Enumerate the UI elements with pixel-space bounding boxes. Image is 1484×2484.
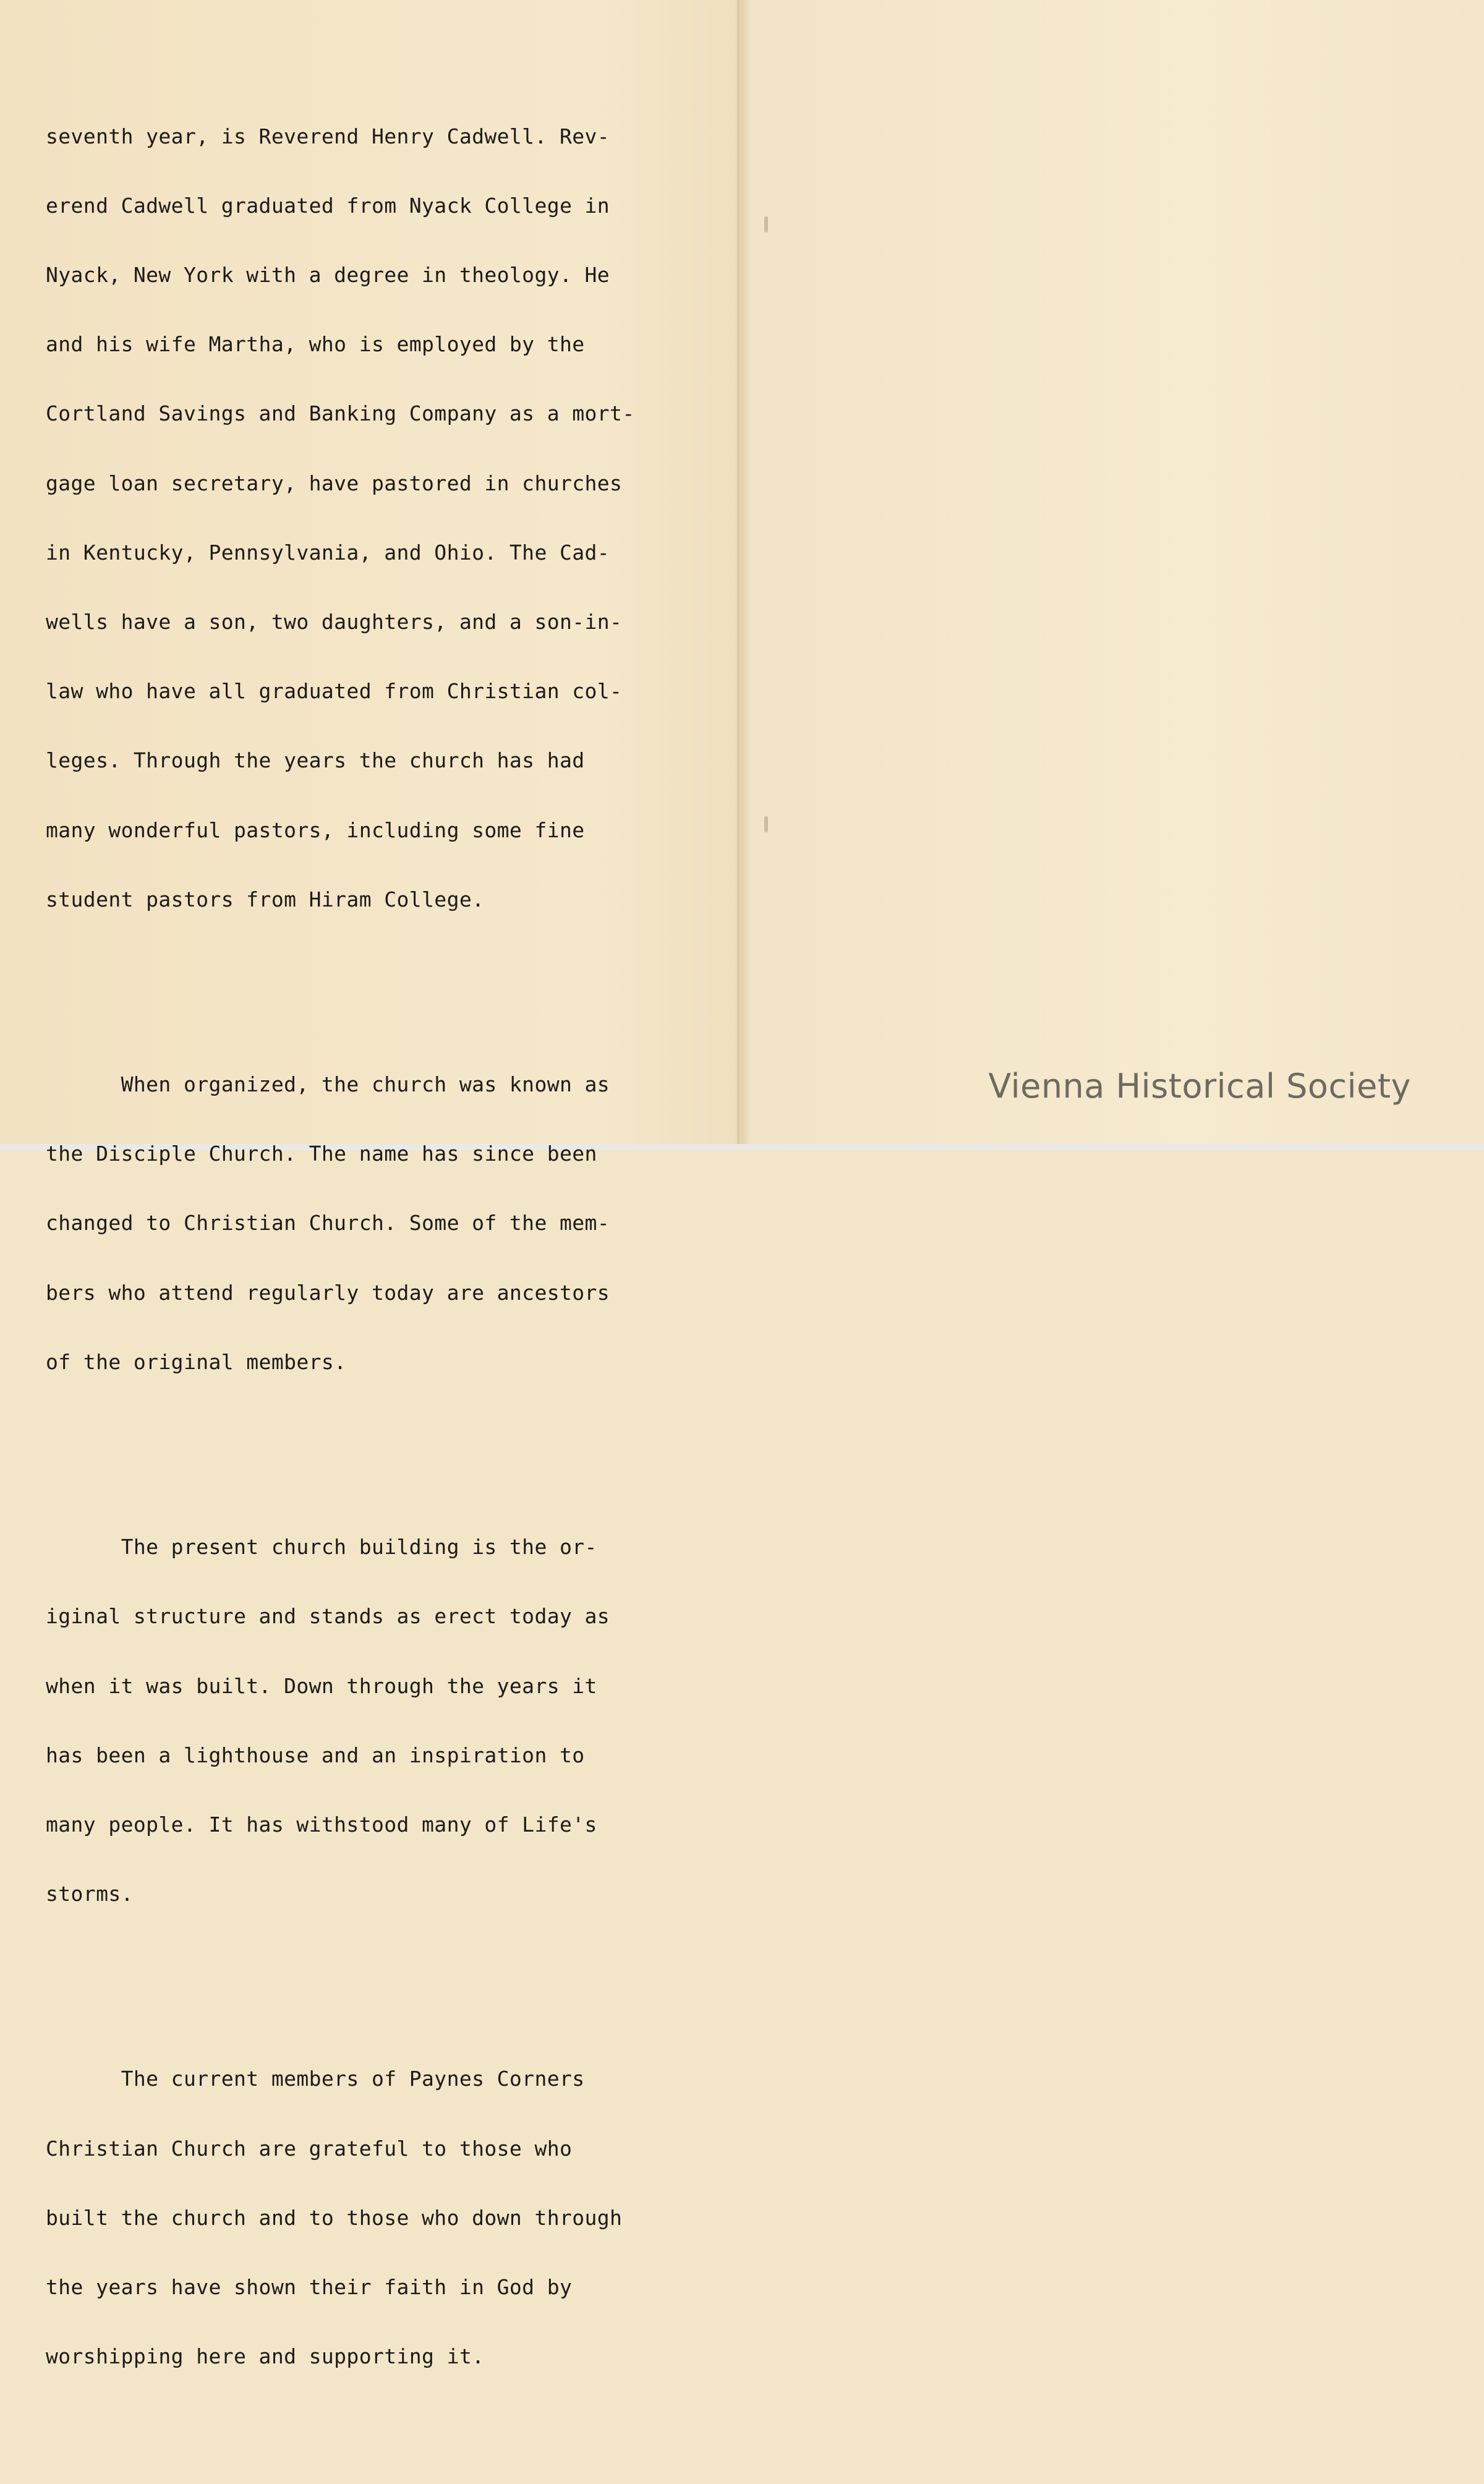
text-line: and his wife Martha, who is employed by the [46, 332, 585, 357]
paragraph-pastor [46, 79, 714, 957]
text-line: bers who attend regularly today are ancestors [46, 1280, 610, 1305]
text-line: Christian Church are grateful to those who [46, 2136, 573, 2161]
text-line: gage loan secretary, have pastored in churches [46, 471, 623, 495]
text-line: erend Cadwell graduated from Nyack College in [46, 193, 610, 218]
text-line: The present church building is the or- [46, 1535, 597, 1560]
paragraph-members [46, 2021, 714, 2415]
text-line: many people. It has withstood many of Life's [46, 1812, 597, 1837]
text-line: leges. Through the years the church has had [46, 748, 585, 773]
text-line: worshipping here and supporting it. [46, 2344, 485, 2369]
text-line: many wonderful pastors, including some fine [46, 817, 585, 842]
text-line: wells have a son, two daughters, and a son-in- [46, 610, 623, 634]
text-line: has been a lighthouse and an inspiration to [46, 1743, 585, 1767]
text-line: of the original members. [46, 1349, 347, 1374]
staple-mark [764, 216, 768, 233]
right-page-blank [740, 0, 1484, 1144]
text-line: in Kentucky, Pennsylvania, and Ohio. The Cad- [46, 540, 610, 565]
text-line: the Disciple Church. The name has since been [46, 1142, 597, 1166]
body-text [46, 32, 714, 2484]
staple-mark [764, 816, 768, 832]
text-line: seventh year, is Reverend Henry Cadwell. Rev- [46, 124, 610, 148]
left-page [0, 0, 736, 2369]
paragraph-history [46, 1026, 714, 1420]
watermark: Vienna Historical Society [988, 1067, 1411, 1106]
text-line: changed to Christian Church. Some of the mem- [46, 1211, 610, 1236]
text-line: When organized, the church was known as [46, 1072, 610, 1097]
text-line: iginal structure and stands as erect today as [46, 1604, 610, 1629]
text-line: student pastors from Hiram College. [46, 887, 485, 911]
paragraph-building [46, 1489, 714, 1952]
text-line: The current members of Paynes Corners [46, 2067, 585, 2091]
text-line: Nyack, New York with a degree in theology. He [46, 263, 610, 288]
text-line: built the church and to those who down through [46, 2205, 623, 2230]
text-line: when it was built. Down through the years it [46, 1673, 597, 1698]
text-line: law who have all graduated from Christian col- [46, 679, 623, 704]
text-line: Cortland Savings and Banking Company as a mort- [46, 401, 635, 426]
text-line: the years have shown their faith in God by [46, 2274, 573, 2299]
text-line: storms. [46, 1882, 134, 1906]
